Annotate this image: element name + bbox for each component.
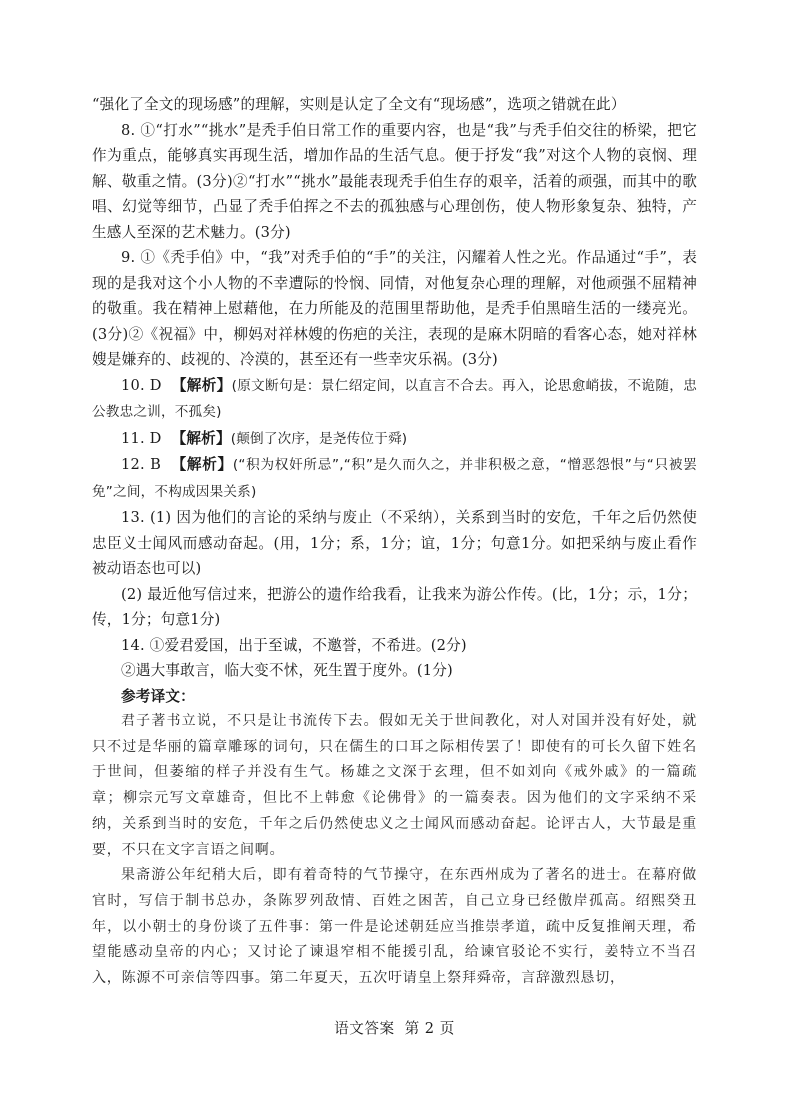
answer-11-analysis: (颠倒了次序，是尧传位于舜) [230, 430, 408, 447]
answer-10-analysis: (原文断句是：景仁绍定间，以直言不合去。再入，论思愈峭拔，不诡随，忠公教忠之训，不孤矣) [92, 377, 697, 420]
answer-10-number: 10. D [121, 376, 162, 394]
answer-8: 8. ①“打水”“挑水”是秃手伯日常工作的重要内容，也是“我”与秃手伯交往的桥梁，把它作为重点，能够真实再现生活，增加作品的生活气息。便于抒发“我”对这个人物的哀悯、理解、敬重之情。(3分)②“打水”“挑水”最能表现秃手伯生存的艰辛，活着的顽强，而其中的歌唱、幻觉等细节，凸显了秃手伯挥之不去的孤独感与心理创伤，使人物形象复杂、独特，产生感人至深的艺术魅力。(3分) [92, 121, 697, 241]
footer-subject: 语文答案 [334, 1020, 395, 1037]
answer-content [92, 92, 697, 992]
answer-13-part-1: 13. (1) 因为他们的言论的采纳与废止（不采纳），关系到当时的安危，千年之后仍然使忠臣义士闻风而感动奋起。(用，1分；系，1分；谊，1分；句意1分。如把采纳与废止看作被动语态也可以) [92, 509, 697, 577]
answer-11 [92, 426, 697, 453]
answer-14-part-1: 14. ①爱君爱国，出于至诚，不邀誉，不希进。(2分) [121, 636, 467, 654]
paragraph-continuation: “强化了全文的现场感”的理解，实则是认定了全文有“现场感”，选项之错就在此） [92, 96, 626, 113]
answer-12-analysis: (“积为权奸所忌”,“积”是久而久之，并非积极之意，“憎恶怨恨”与“只被罢免”之间，不构成因果关系) [92, 457, 697, 500]
footer-page-number: 第 2 页 [404, 1020, 455, 1037]
answer-14-part-2: ②遇大事敢言，临大变不怵，死生置于度外。(1分) [121, 662, 453, 679]
reference-translation-heading: 参考译文： [121, 687, 195, 705]
answer-11-analysis-tag: 【解析】 [171, 429, 231, 447]
translation-paragraph-2: 果斋游公年纪稍大后，即有着奇特的气节操守，在东西州成为了著名的进士。在幕府做官时，写信于制书总办，条陈罗列敌情、百姓之困苦，自己立身已经傲岸孤高。绍熙癸丑年，以小朝士的身份谈了五件事：第一件是论述朝廷应当推崇孝道，疏中反复推阐天理，希望能感动皇帝的内心；又讨论了谏退窄相不能援引乱，给谏官驳论不实行，姜特立不当召入，陈源不可亲信等四事。第二年夏天，五次吁请皇上祭拜舜帝，言辞激烈恳切， [92, 867, 697, 987]
answer-9: 9. ①《秃手伯》中，“我”对秃手伯的“手”的关注，闪耀着人性之光。作品通过“手”，表现的是我对这个小人物的不幸遭际的怜悯、同情，对他复杂心理的理解，对他顽强不屈精神的敬重。我在精神上慰藉他，在力所能及的范围里帮助他，是秃手伯黑暗生活的一缕亮光。(3分)②《祝福》中，柳妈对祥林嫂的伤疤的关注，表现的是麻木阴暗的看客心态，她对祥林嫂是嫌弃的、歧视的、冷漠的，甚至还有一些幸灾乐祸。(3分) [92, 249, 697, 368]
answer-10 [92, 373, 697, 426]
answer-10-analysis-tag: 【解析】 [171, 376, 232, 394]
answer-12-number: 12. B [121, 456, 162, 473]
answer-13-part-2: (2) 最近他写信过来，把游公的遗作给我看，让我来为游公作传。(比，1分；示，1分；传，1分；句意1分) [92, 585, 697, 628]
answer-11-number: 11. D [121, 429, 162, 447]
answer-12 [92, 452, 697, 505]
translation-paragraph-1: 君子著书立说，不只是让书流传下去。假如无关于世间教化，对人对国并没有好处，就只不过是华丽的篇章雕琢的词句，只在儒生的口耳之际相传罢了！即使有的可长久留下姓名于世间，但萎缩的样子并没有生气。杨雄之文深于玄理，但不如刘向《戒外戚》的一篇疏章；柳宗元写文章雄奇，但比不上韩愈《论佛骨》的一篇奏表。因为他们的文字采纳不采纳，关系到当时的安危，千年之后仍然使忠义之士闻风而感动奋起。论评古人，大节最是重要，不只在文字言语之间啊。 [92, 713, 697, 858]
page-footer [0, 1017, 789, 1038]
answer-12-analysis-tag: 【解析】 [171, 456, 233, 473]
